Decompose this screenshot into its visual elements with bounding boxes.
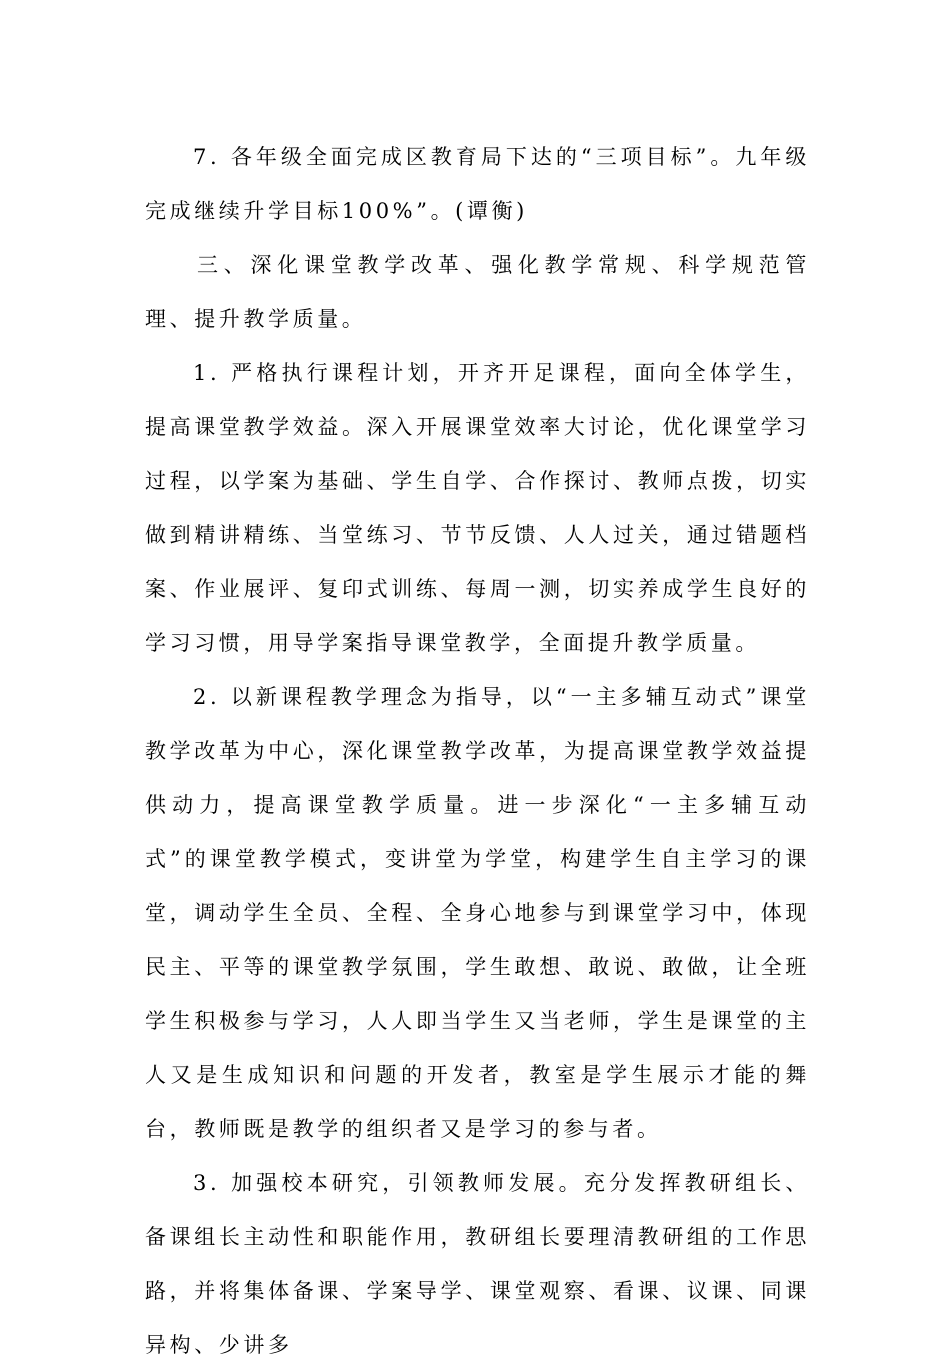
paragraph-item-1-curriculum: 1. 严格执行课程计划，开齐开足课程，面向全体学生，提高课堂教学效益。深入开展课堂效率大讨论，优化课堂学习过程，以学案为基础、学生自学、合作探讨、教师点拨，切实做到精讲精练、当堂练习、节节反馈、人人过关，通过错题档案、作业展评、复印式训练、每周一测，切实养成学生良好的学习习惯，用导学案指导课堂教学，全面提升教学质量。 [145,361,810,655]
paragraph-item-2-teaching-reform: 2. 以新课程教学理念为指导，以“一主多辅互动式”课堂教学改革为中心，深化课堂教学改革，为提高课堂教学效益提供动力，提高课堂教学质量。进一步深化“一主多辅互动式”的课堂教学模式，变讲堂为学堂，构建学生自主学习的课堂，调动学生全员、全程、全身心地参与到课堂学习中，体现民主、平等的课堂教学氛围，学生敢想、敢说、敢做，让全班学生积极参与学习，人人即当学生又当老师，学生是课堂的主人又是生成知识和问题的开发者，教室是学生展示才能的舞台，教师既是教学的组织者又是学习的参与者。 [145,685,810,1141]
document-body [145,130,810,1372]
paragraph-item-3-school-research: 3. 加强校本研究，引领教师发展。充分发挥教研组长、备课组长主动性和职能作用，教研组长要理清教研组的工作思路，并将集体备课、学案导学、课堂观察、看课、议课、同课异构、少讲多 [145,1171,810,1357]
paragraph-item-7-goals: 7. 各年级全面完成区教育局下达的“三项目标”。九年级完成继续升学目标100%”。(谭衡) [145,145,810,223]
section-heading-three: 三、深化课堂教学改革、强化教学常规、科学规范管理、提升教学质量。 [145,253,810,331]
